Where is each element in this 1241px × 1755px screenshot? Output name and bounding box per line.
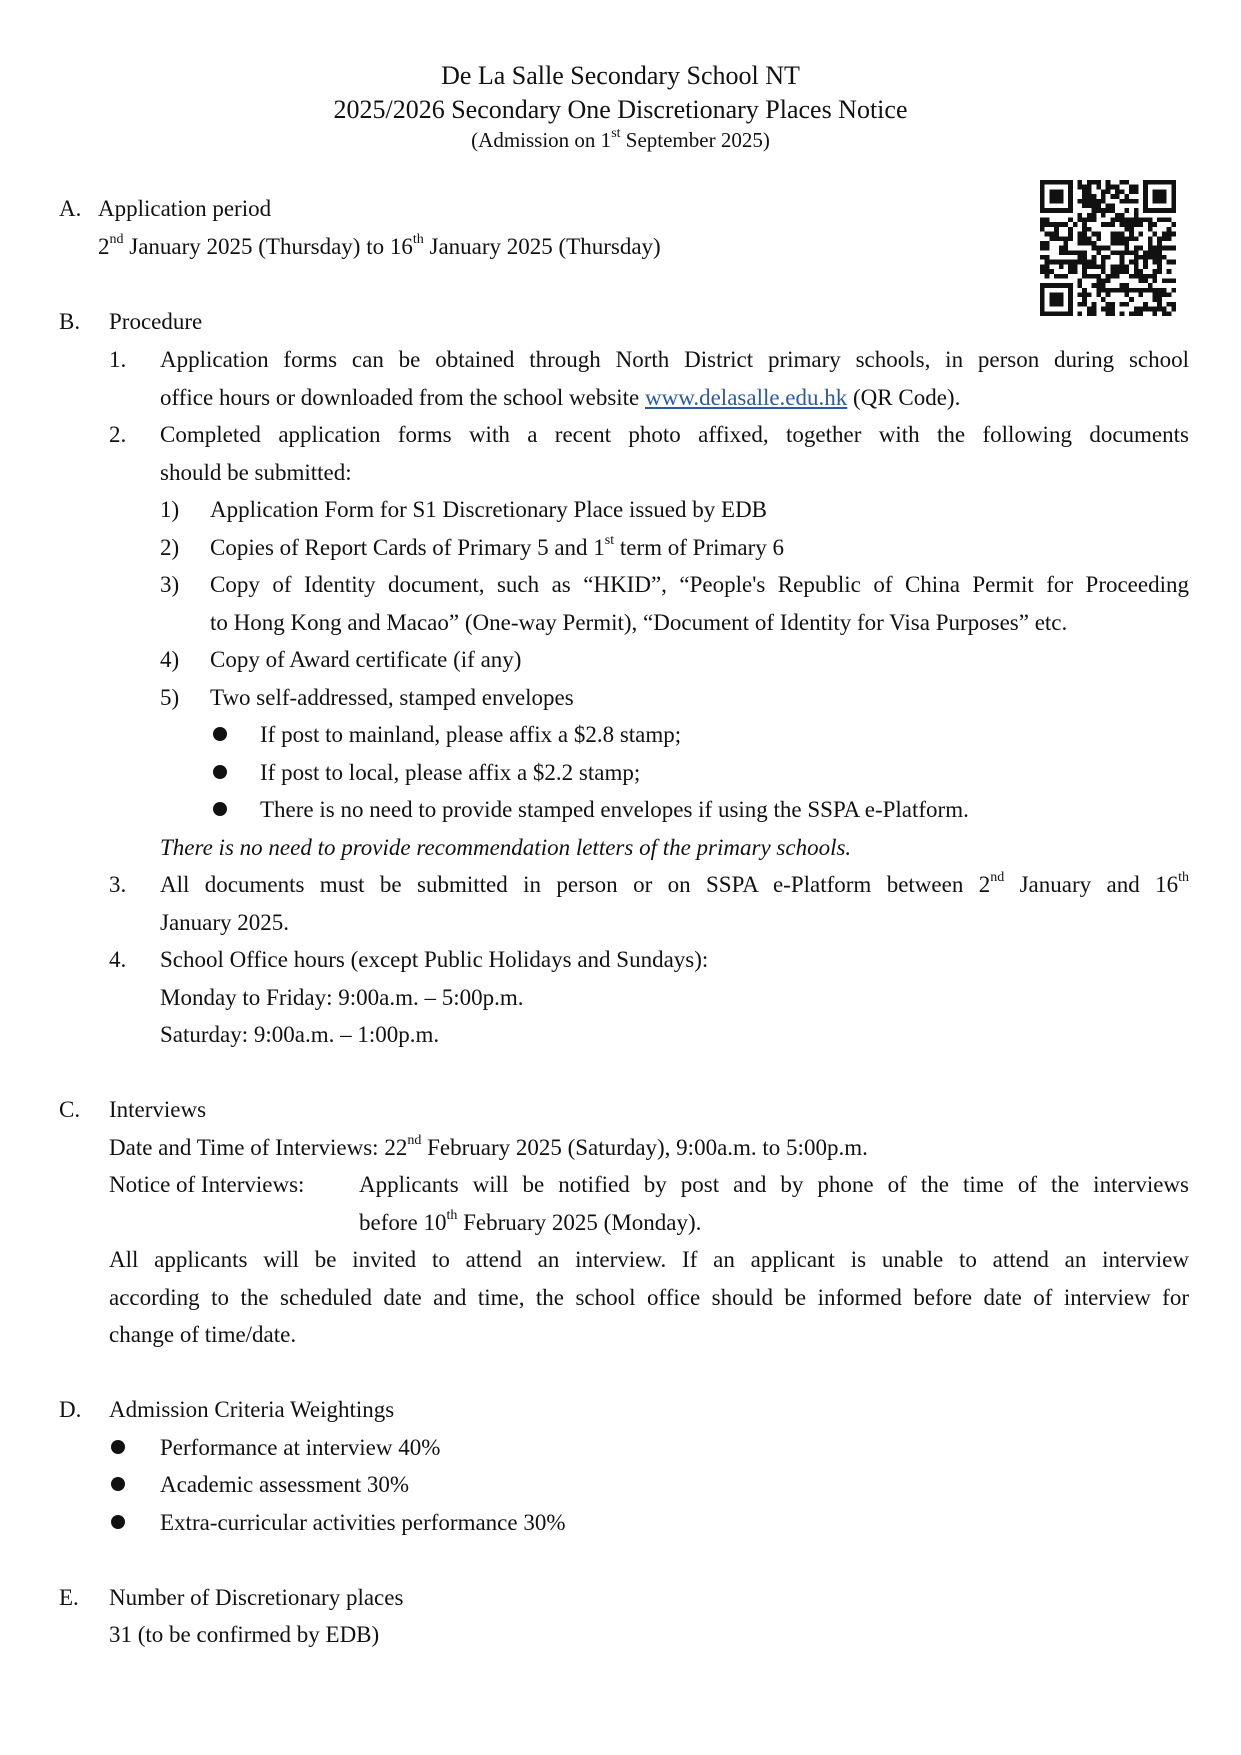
document-1-number: 1): [160, 497, 180, 522]
procedure-3-line-2: January 2025.: [160, 910, 290, 935]
bullet-icon: [111, 1440, 125, 1454]
section-a-heading: Application period: [98, 196, 272, 221]
bullet-icon: [111, 1477, 125, 1491]
criteria-item: Performance at interview 40%: [160, 1435, 441, 1460]
section-e-letter: E.: [59, 1585, 79, 1610]
envelope-note-1: If post to mainland, please affix a $2.8 stamp;: [260, 722, 682, 747]
section-c-heading: Interviews: [109, 1097, 207, 1122]
procedure-2-line-2: should be submitted:: [160, 460, 352, 485]
interview-paragraph-line-1: All applicants will be invited to attend an interview. If an applicant is unable to attend an interview: [109, 1247, 1189, 1272]
bullet-icon: [213, 802, 227, 816]
bullet-icon: [213, 727, 227, 741]
interview-notice-line-1: Applicants will be notified by post and by phone of the time of the interviews: [359, 1172, 1189, 1197]
section-b-letter: B.: [59, 309, 81, 334]
document-1: Application Form for S1 Discretionary Place issued by EDB: [210, 497, 768, 522]
procedure-2-line-1: Completed application forms with a recent photo affixed, together with the following documents: [160, 422, 1189, 447]
procedure-1-line-1: Application forms can be obtained through North District primary schools, in person during school: [160, 347, 1189, 372]
document-3-line-1: Copy of Identity document, such as “HKID”, “People's Republic of China Permit for Proceeding: [210, 572, 1189, 597]
document-3-line-2: to Hong Kong and Macao” (One-way Permit), “Document of Identity for Visa Purposes” etc.: [210, 610, 1068, 635]
section-c-letter: C.: [59, 1097, 81, 1122]
section-a-letter: A.: [59, 196, 82, 221]
document-4: Copy of Award certificate (if any): [210, 647, 522, 672]
envelope-note-3: There is no need to provide stamped envelopes if using the SSPA e-Platform.: [260, 797, 969, 822]
document-5: Two self-addressed, stamped envelopes: [210, 685, 574, 710]
procedure-1-number: 1.: [109, 347, 127, 372]
school-name: De La Salle Secondary School NT: [441, 61, 800, 90]
interview-date: Date and Time of Interviews: 22nd February 2025 (Saturday), 9:00a.m. to 5:00p.m.: [109, 1133, 868, 1160]
document-2: Copies of Report Cards of Primary 5 and 1st term of Primary 6: [210, 533, 785, 560]
document-3-number: 3): [160, 572, 180, 597]
procedure-2-number: 2.: [109, 422, 127, 447]
section-e-heading: Number of Discretionary places: [109, 1585, 404, 1610]
qr-code-icon[interactable]: [1040, 180, 1176, 316]
criteria-item: Extra-curricular activities performance 30%: [160, 1510, 566, 1535]
envelope-note-2: If post to local, please affix a $2.2 stamp;: [260, 760, 641, 785]
criteria-item: Academic assessment 30%: [160, 1472, 410, 1497]
bullet-icon: [213, 765, 227, 779]
document-4-number: 4): [160, 647, 180, 672]
procedure-3-line-1: All documents must be submitted in person or on SSPA e-Platform between 2nd January and 16th: [160, 870, 1189, 897]
section-d-heading: Admission Criteria Weightings: [109, 1397, 395, 1422]
interview-paragraph-line-3: change of time/date.: [109, 1322, 297, 1347]
discretionary-places-count: 31 (to be confirmed by EDB): [109, 1622, 380, 1647]
procedure-4-number: 4.: [109, 947, 127, 972]
office-hours-saturday: Saturday: 9:00a.m. – 1:00p.m.: [160, 1022, 440, 1047]
bullet-icon: [111, 1515, 125, 1529]
admission-date: (Admission on 1st September 2025): [471, 126, 770, 152]
document-2-number: 2): [160, 535, 180, 560]
office-hours-weekday: Monday to Friday: 9:00a.m. – 5:00p.m.: [160, 985, 524, 1010]
office-hours-heading: School Office hours (except Public Holidays and Sundays):: [160, 947, 709, 972]
interview-paragraph-line-2: according to the scheduled date and time, the school office should be informed before date of interview for: [109, 1285, 1189, 1310]
application-period: 2nd January 2025 (Thursday) to 16th January 2025 (Thursday): [98, 232, 661, 259]
interview-notice-label: Notice of Interviews:: [109, 1172, 305, 1197]
section-b-heading: Procedure: [109, 309, 203, 334]
no-recommendation-note: There is no need to provide recommendation letters of the primary schools.: [160, 835, 852, 860]
interview-notice-line-2: before 10th February 2025 (Monday).: [359, 1208, 702, 1235]
section-d-letter: D.: [59, 1397, 82, 1422]
school-website-link[interactable]: www.delasalle.edu.hk: [645, 385, 848, 410]
procedure-3-number: 3.: [109, 872, 127, 897]
notice-title: 2025/2026 Secondary One Discretionary Places Notice: [333, 95, 908, 124]
document-5-number: 5): [160, 685, 180, 710]
procedure-1-line-2: office hours or downloaded from the school website www.delasalle.edu.hk (QR Code).: [160, 385, 961, 410]
